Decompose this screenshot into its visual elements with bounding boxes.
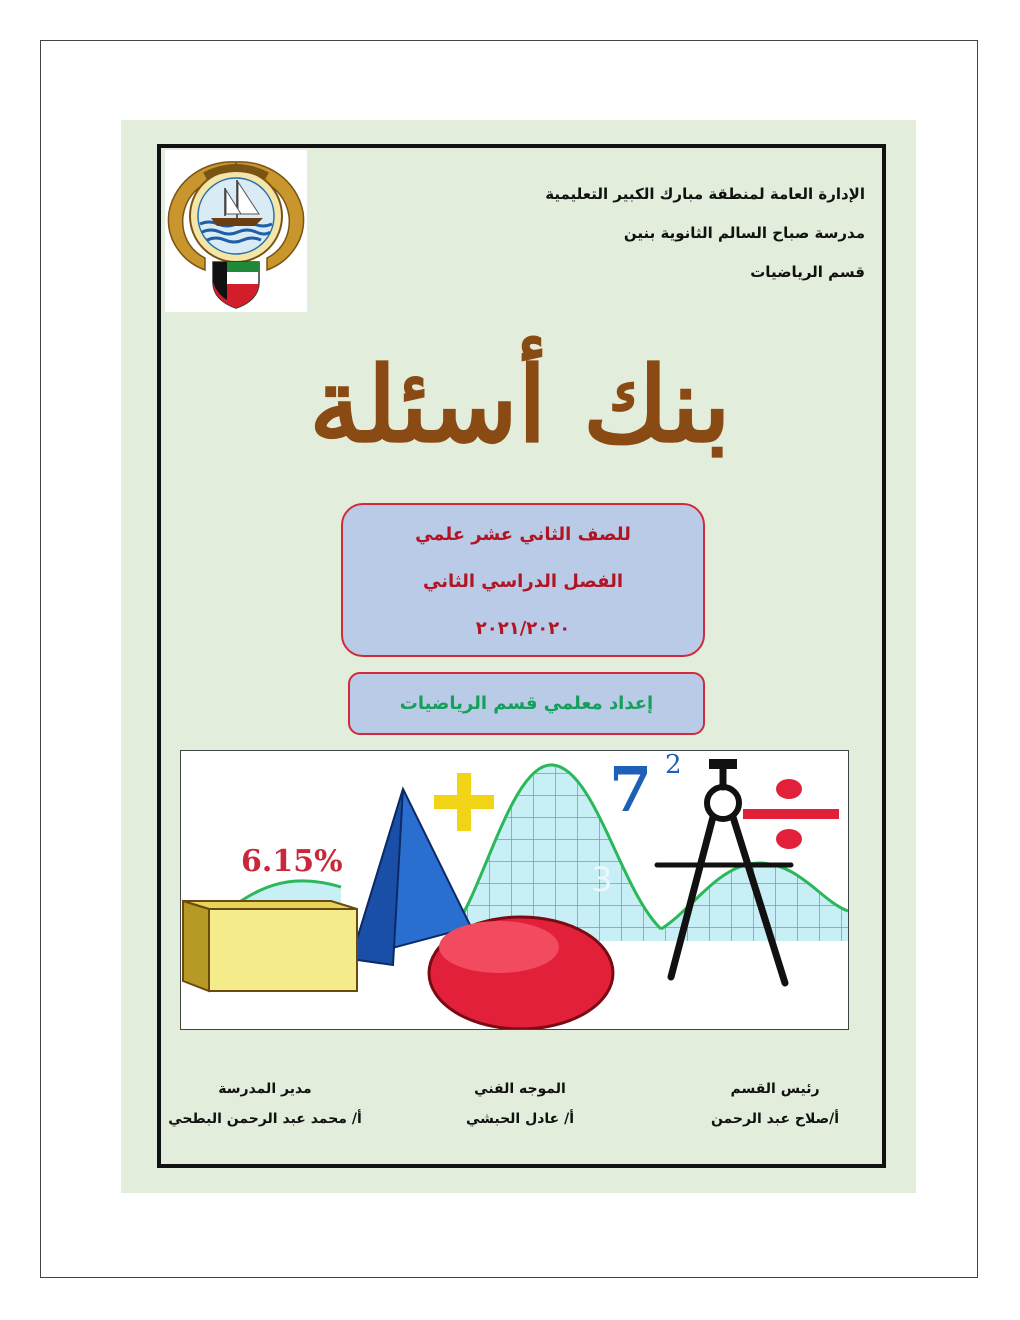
prepared-by-label: إعداد معلمي قسم الرياضيات (399, 693, 654, 714)
page-title: بنك أسئلة (309, 343, 731, 466)
percent-label: 6.15% (241, 844, 343, 879)
exponent-label: 2 (665, 751, 682, 780)
kuwait-emblem-icon (165, 150, 307, 312)
prepared-by-box (348, 672, 705, 735)
term-label: الفصل الدراسي الثاني (423, 571, 623, 592)
signature-name: أ/ محمد عبد الرحمن البطحي (168, 1111, 362, 1127)
signature-name: أ/صلاح عبد الرحمن (710, 1111, 840, 1127)
signature-role: الموجه الفني (474, 1081, 566, 1097)
header-directorate: الإدارة العامة لمنطقة مبارك الكبير التعليمية (545, 185, 865, 203)
header-block (445, 175, 865, 292)
grade-label: للصف الثاني عشر علمي (415, 524, 631, 545)
signature-principal (160, 1075, 370, 1127)
header-department: قسم الرياضيات (750, 263, 865, 281)
three-label: 3 (591, 860, 613, 900)
signature-role: مدير المدرسة (218, 1081, 312, 1097)
seven-label: 7 (609, 753, 653, 826)
signature-role: رئيس القسم (730, 1081, 820, 1097)
grade-info-box (341, 503, 705, 657)
year-label: ٢٠٢١/٢٠٢٠ (475, 618, 571, 639)
signature-head (695, 1075, 855, 1127)
math-illustration (180, 750, 849, 1030)
signature-name: أ/ عادل الحبشي (465, 1111, 575, 1127)
signature-supervisor (440, 1075, 600, 1127)
header-school: مدرسة صباح السالم الثانوية بنين (623, 224, 865, 242)
